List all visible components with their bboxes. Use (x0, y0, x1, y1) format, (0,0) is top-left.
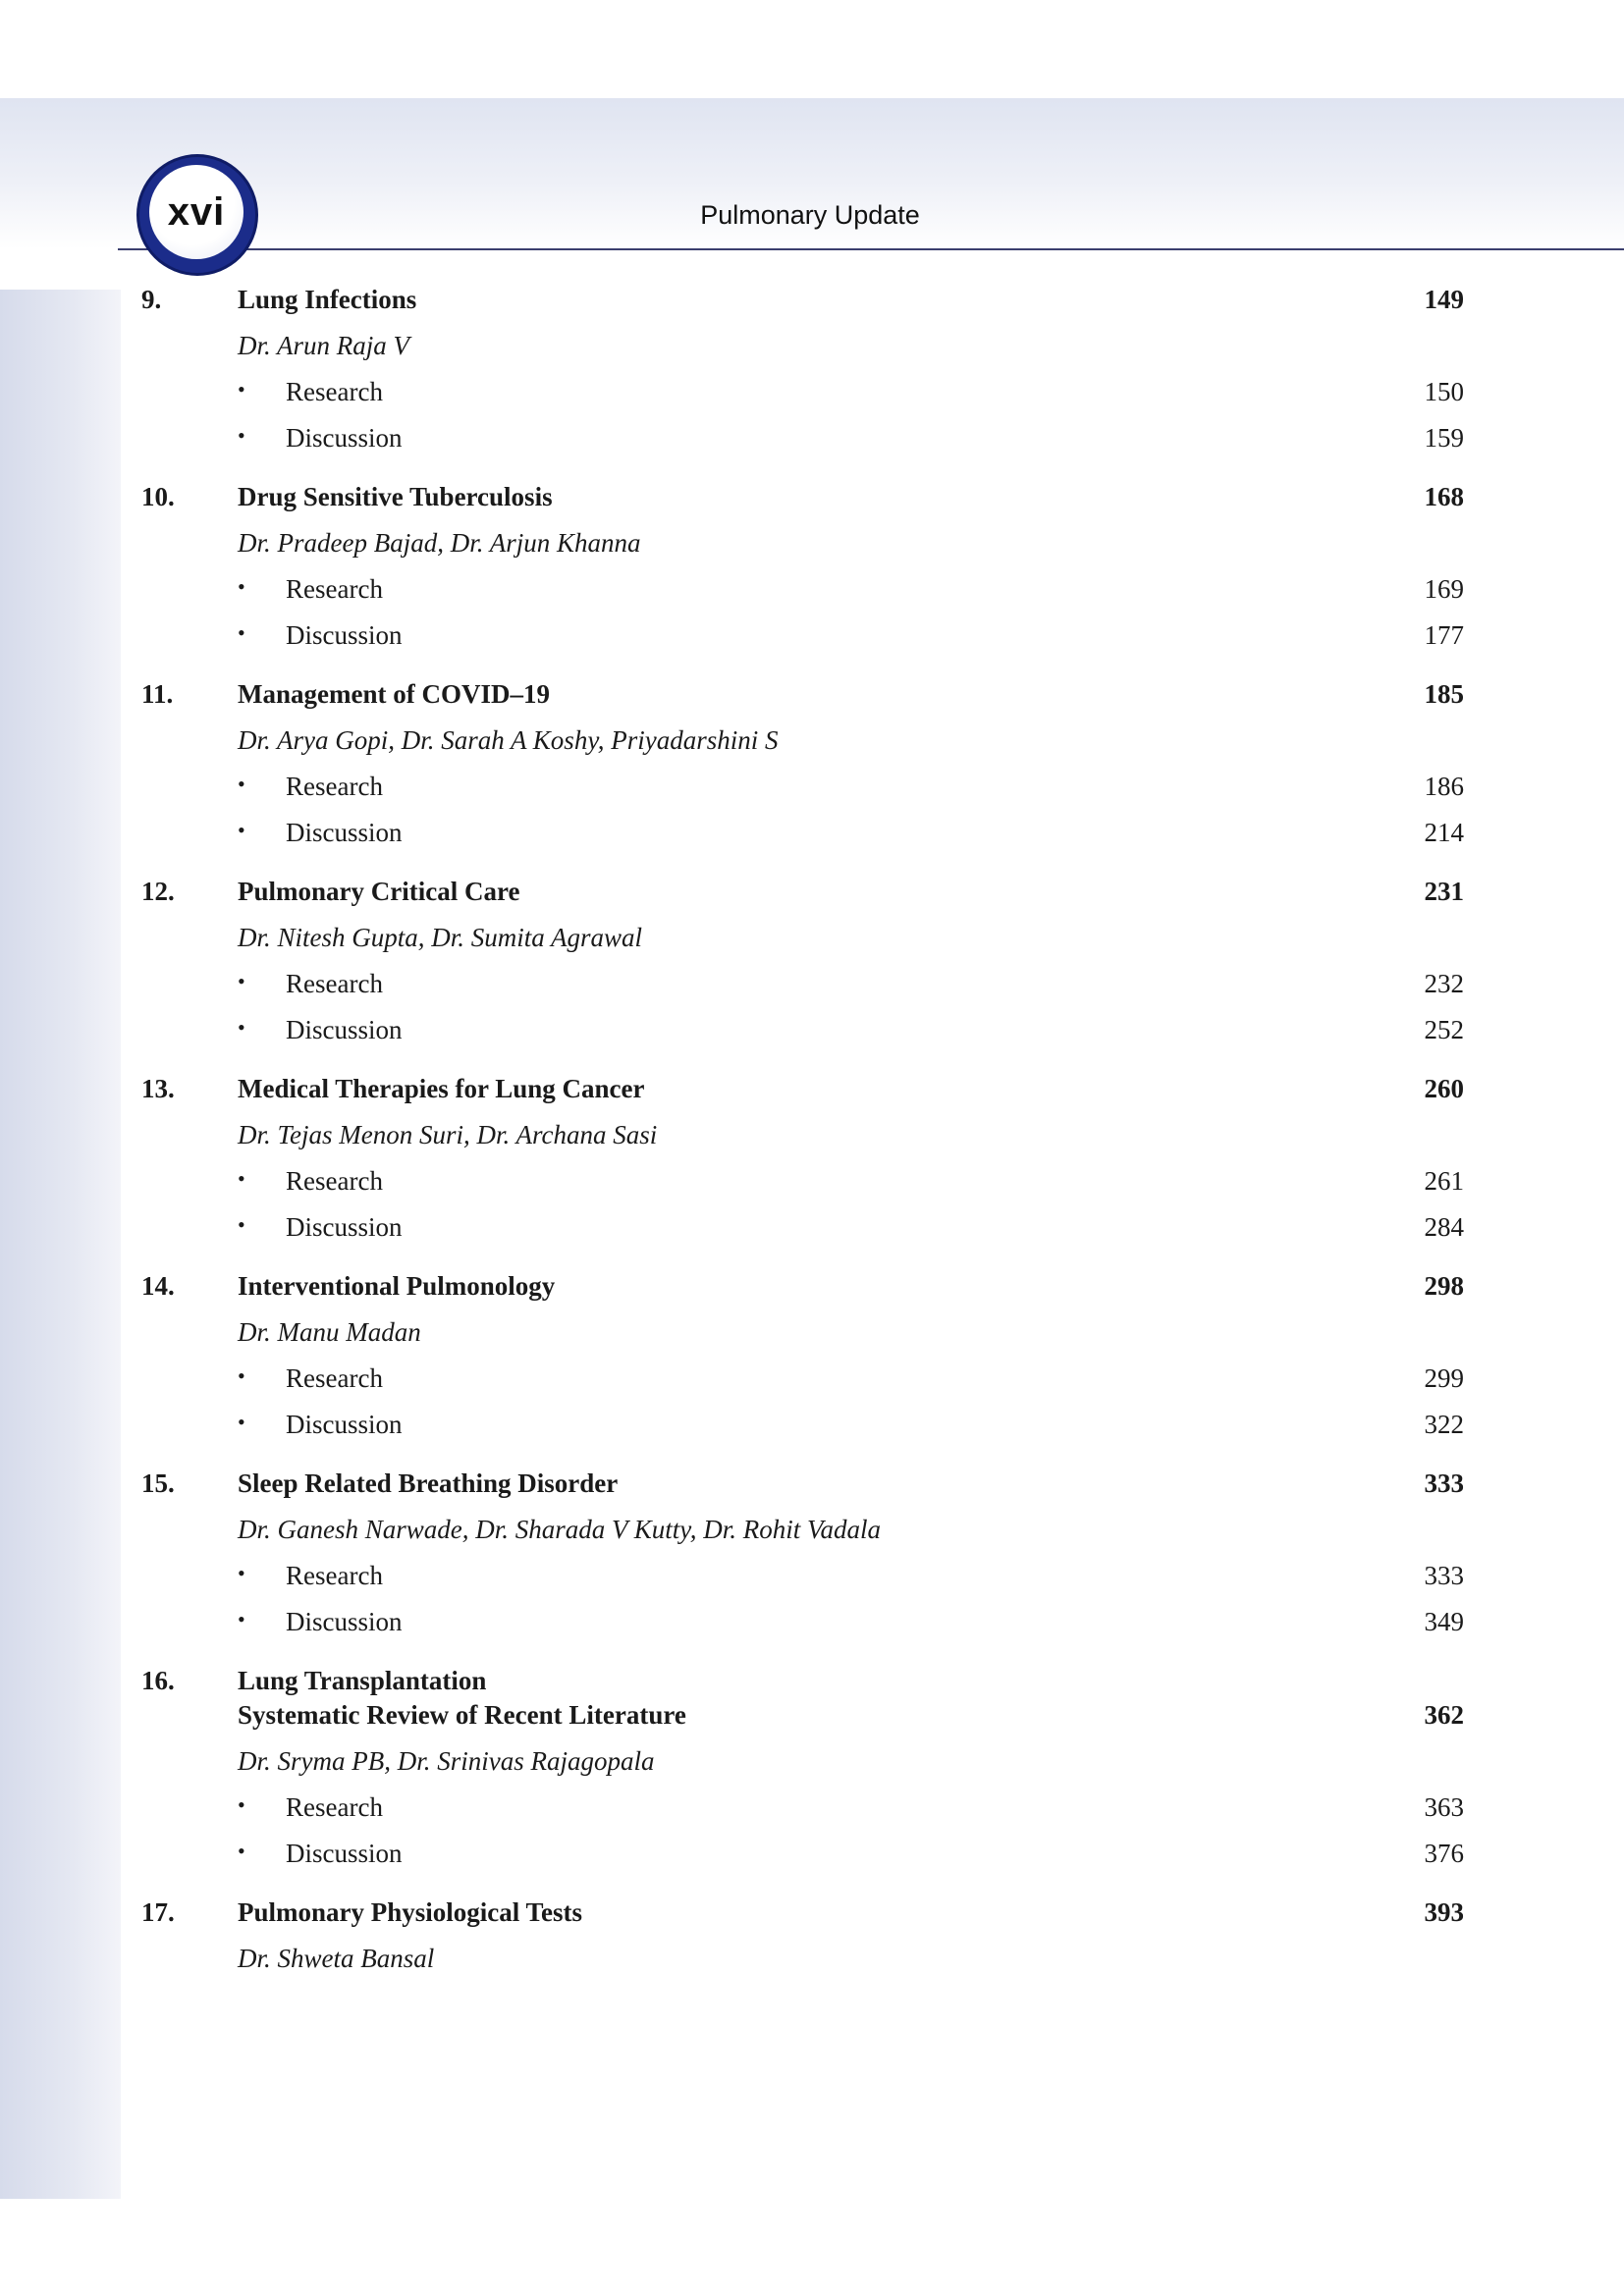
section-label: Discussion (286, 818, 403, 847)
chapter-number: 13. (141, 1074, 175, 1103)
section-label: Discussion (286, 423, 403, 453)
bullet-icon: • (238, 969, 245, 993)
section-page: 299 (1424, 1363, 1464, 1393)
bullet-icon: • (238, 1607, 245, 1631)
chapter-11-heading (0, 679, 1624, 719)
chapter-title: Lung Infections (238, 285, 417, 314)
chapter-number: 11. (141, 679, 174, 709)
chapter-9-research (0, 377, 1624, 416)
section-page: 150 (1424, 377, 1464, 406)
chapter-subtitle: Systematic Review of Recent Literature (238, 1700, 686, 1730)
chapter-13-discussion (0, 1212, 1624, 1252)
section-page: 261 (1424, 1166, 1464, 1196)
chapter-authors: Dr. Tejas Menon Suri, Dr. Archana Sasi (238, 1120, 658, 1149)
section-page: 177 (1424, 620, 1464, 650)
bullet-icon: • (238, 423, 245, 448)
chapter-number: 17. (141, 1897, 175, 1927)
chapter-title: Pulmonary Critical Care (238, 877, 520, 906)
bullet-icon: • (238, 1212, 245, 1237)
chapter-page: 333 (1424, 1468, 1464, 1498)
chapter-page: 393 (1424, 1897, 1464, 1927)
chapter-10-research (0, 574, 1624, 614)
chapter-title: Interventional Pulmonology (238, 1271, 556, 1301)
chapter-17-authors (0, 1944, 1624, 1983)
chapter-number: 12. (141, 877, 175, 906)
section-label: Research (286, 969, 383, 998)
chapter-14-heading (0, 1271, 1624, 1310)
chapter-authors: Dr. Sryma PB, Dr. Srinivas Rajagopala (238, 1746, 655, 1776)
section-page: 232 (1424, 969, 1464, 998)
chapter-page: 260 (1424, 1074, 1464, 1103)
chapter-16-discussion (0, 1839, 1624, 1878)
chapter-14-discussion (0, 1410, 1624, 1449)
section-label: Discussion (286, 1607, 403, 1636)
chapter-page: 149 (1424, 285, 1464, 314)
chapter-number: 14. (141, 1271, 175, 1301)
bullet-icon: • (238, 377, 245, 401)
chapter-page: 362 (1424, 1700, 1464, 1730)
section-page: 252 (1424, 1015, 1464, 1044)
section-label: Research (286, 574, 383, 604)
chapter-authors: Dr. Manu Madan (238, 1317, 421, 1347)
chapter-16-authors (0, 1746, 1624, 1786)
section-page: 186 (1424, 772, 1464, 801)
chapter-12-authors (0, 923, 1624, 962)
section-label: Research (286, 1166, 383, 1196)
chapter-16-research (0, 1792, 1624, 1832)
chapter-15-research (0, 1561, 1624, 1600)
bullet-icon: • (238, 574, 245, 599)
chapter-page: 185 (1424, 679, 1464, 709)
chapter-13-authors (0, 1120, 1624, 1159)
section-page: 333 (1424, 1561, 1464, 1590)
chapter-number: 16. (141, 1666, 175, 1695)
chapter-12-heading (0, 877, 1624, 916)
chapter-title: Medical Therapies for Lung Cancer (238, 1074, 645, 1103)
chapter-title: Sleep Related Breathing Disorder (238, 1468, 619, 1498)
section-page: 169 (1424, 574, 1464, 604)
chapter-9-discussion (0, 423, 1624, 462)
section-label: Discussion (286, 620, 403, 650)
chapter-title: Lung Transplantation (238, 1666, 487, 1695)
bullet-icon: • (238, 818, 245, 842)
section-page: 284 (1424, 1212, 1464, 1242)
section-page: 349 (1424, 1607, 1464, 1636)
chapter-authors: Dr. Ganesh Narwade, Dr. Sharada V Kutty, Dr. Rohit Vadala (238, 1515, 882, 1544)
section-label: Research (286, 1363, 383, 1393)
bullet-icon: • (238, 1561, 245, 1585)
chapter-14-authors (0, 1317, 1624, 1357)
section-label: Discussion (286, 1839, 403, 1868)
section-page: 376 (1424, 1839, 1464, 1868)
chapter-9-heading (0, 285, 1624, 324)
chapter-authors: Dr. Arya Gopi, Dr. Sarah A Koshy, Priyadarshini S (238, 725, 779, 755)
section-page: 159 (1424, 423, 1464, 453)
section-label: Discussion (286, 1015, 403, 1044)
chapter-number: 15. (141, 1468, 175, 1498)
section-label: Research (286, 1561, 383, 1590)
chapter-13-heading (0, 1074, 1624, 1113)
page-number: xvi (167, 189, 226, 234)
section-label: Research (286, 377, 383, 406)
chapter-number: 10. (141, 482, 175, 511)
chapter-16-subtitle-row (0, 1700, 1624, 1739)
running-head: Pulmonary Update (700, 200, 920, 230)
chapter-authors: Dr. Nitesh Gupta, Dr. Sumita Agrawal (238, 923, 643, 952)
chapter-authors: Dr. Shweta Bansal (238, 1944, 435, 1973)
section-label: Research (286, 772, 383, 801)
chapter-authors: Dr. Arun Raja V (238, 331, 410, 360)
chapter-15-discussion (0, 1607, 1624, 1646)
chapter-12-research (0, 969, 1624, 1008)
chapter-title: Drug Sensitive Tuberculosis (238, 482, 553, 511)
section-page: 322 (1424, 1410, 1464, 1439)
chapter-14-research (0, 1363, 1624, 1403)
chapter-authors: Dr. Pradeep Bajad, Dr. Arjun Khanna (238, 528, 641, 558)
chapter-11-discussion (0, 818, 1624, 857)
section-page: 214 (1424, 818, 1464, 847)
bullet-icon: • (238, 1792, 245, 1817)
page-number-badge (139, 157, 255, 273)
chapter-12-discussion (0, 1015, 1624, 1054)
bullet-icon: • (238, 1363, 245, 1388)
chapter-11-authors (0, 725, 1624, 765)
chapter-10-heading (0, 482, 1624, 521)
bullet-icon: • (238, 1015, 245, 1040)
section-label: Discussion (286, 1212, 403, 1242)
chapter-10-discussion (0, 620, 1624, 660)
bullet-icon: • (238, 1410, 245, 1434)
chapter-10-authors (0, 528, 1624, 567)
section-page: 363 (1424, 1792, 1464, 1822)
header-rule (118, 248, 1624, 250)
chapter-16-heading (0, 1666, 1624, 1705)
bullet-icon: • (238, 772, 245, 796)
chapter-9-authors (0, 331, 1624, 370)
bullet-icon: • (238, 1839, 245, 1863)
bullet-icon: • (238, 1166, 245, 1191)
chapter-page: 231 (1424, 877, 1464, 906)
chapter-11-research (0, 772, 1624, 811)
chapter-page: 298 (1424, 1271, 1464, 1301)
chapter-page: 168 (1424, 482, 1464, 511)
chapter-17-heading (0, 1897, 1624, 1937)
section-label: Discussion (286, 1410, 403, 1439)
chapter-15-heading (0, 1468, 1624, 1508)
chapter-number: 9. (141, 285, 162, 314)
chapter-15-authors (0, 1515, 1624, 1554)
section-label: Research (286, 1792, 383, 1822)
bullet-icon: • (238, 620, 245, 645)
chapter-title: Pulmonary Physiological Tests (238, 1897, 583, 1927)
chapter-13-research (0, 1166, 1624, 1205)
chapter-title: Management of COVID–19 (238, 679, 550, 709)
page-number-badge-inner (149, 165, 244, 259)
